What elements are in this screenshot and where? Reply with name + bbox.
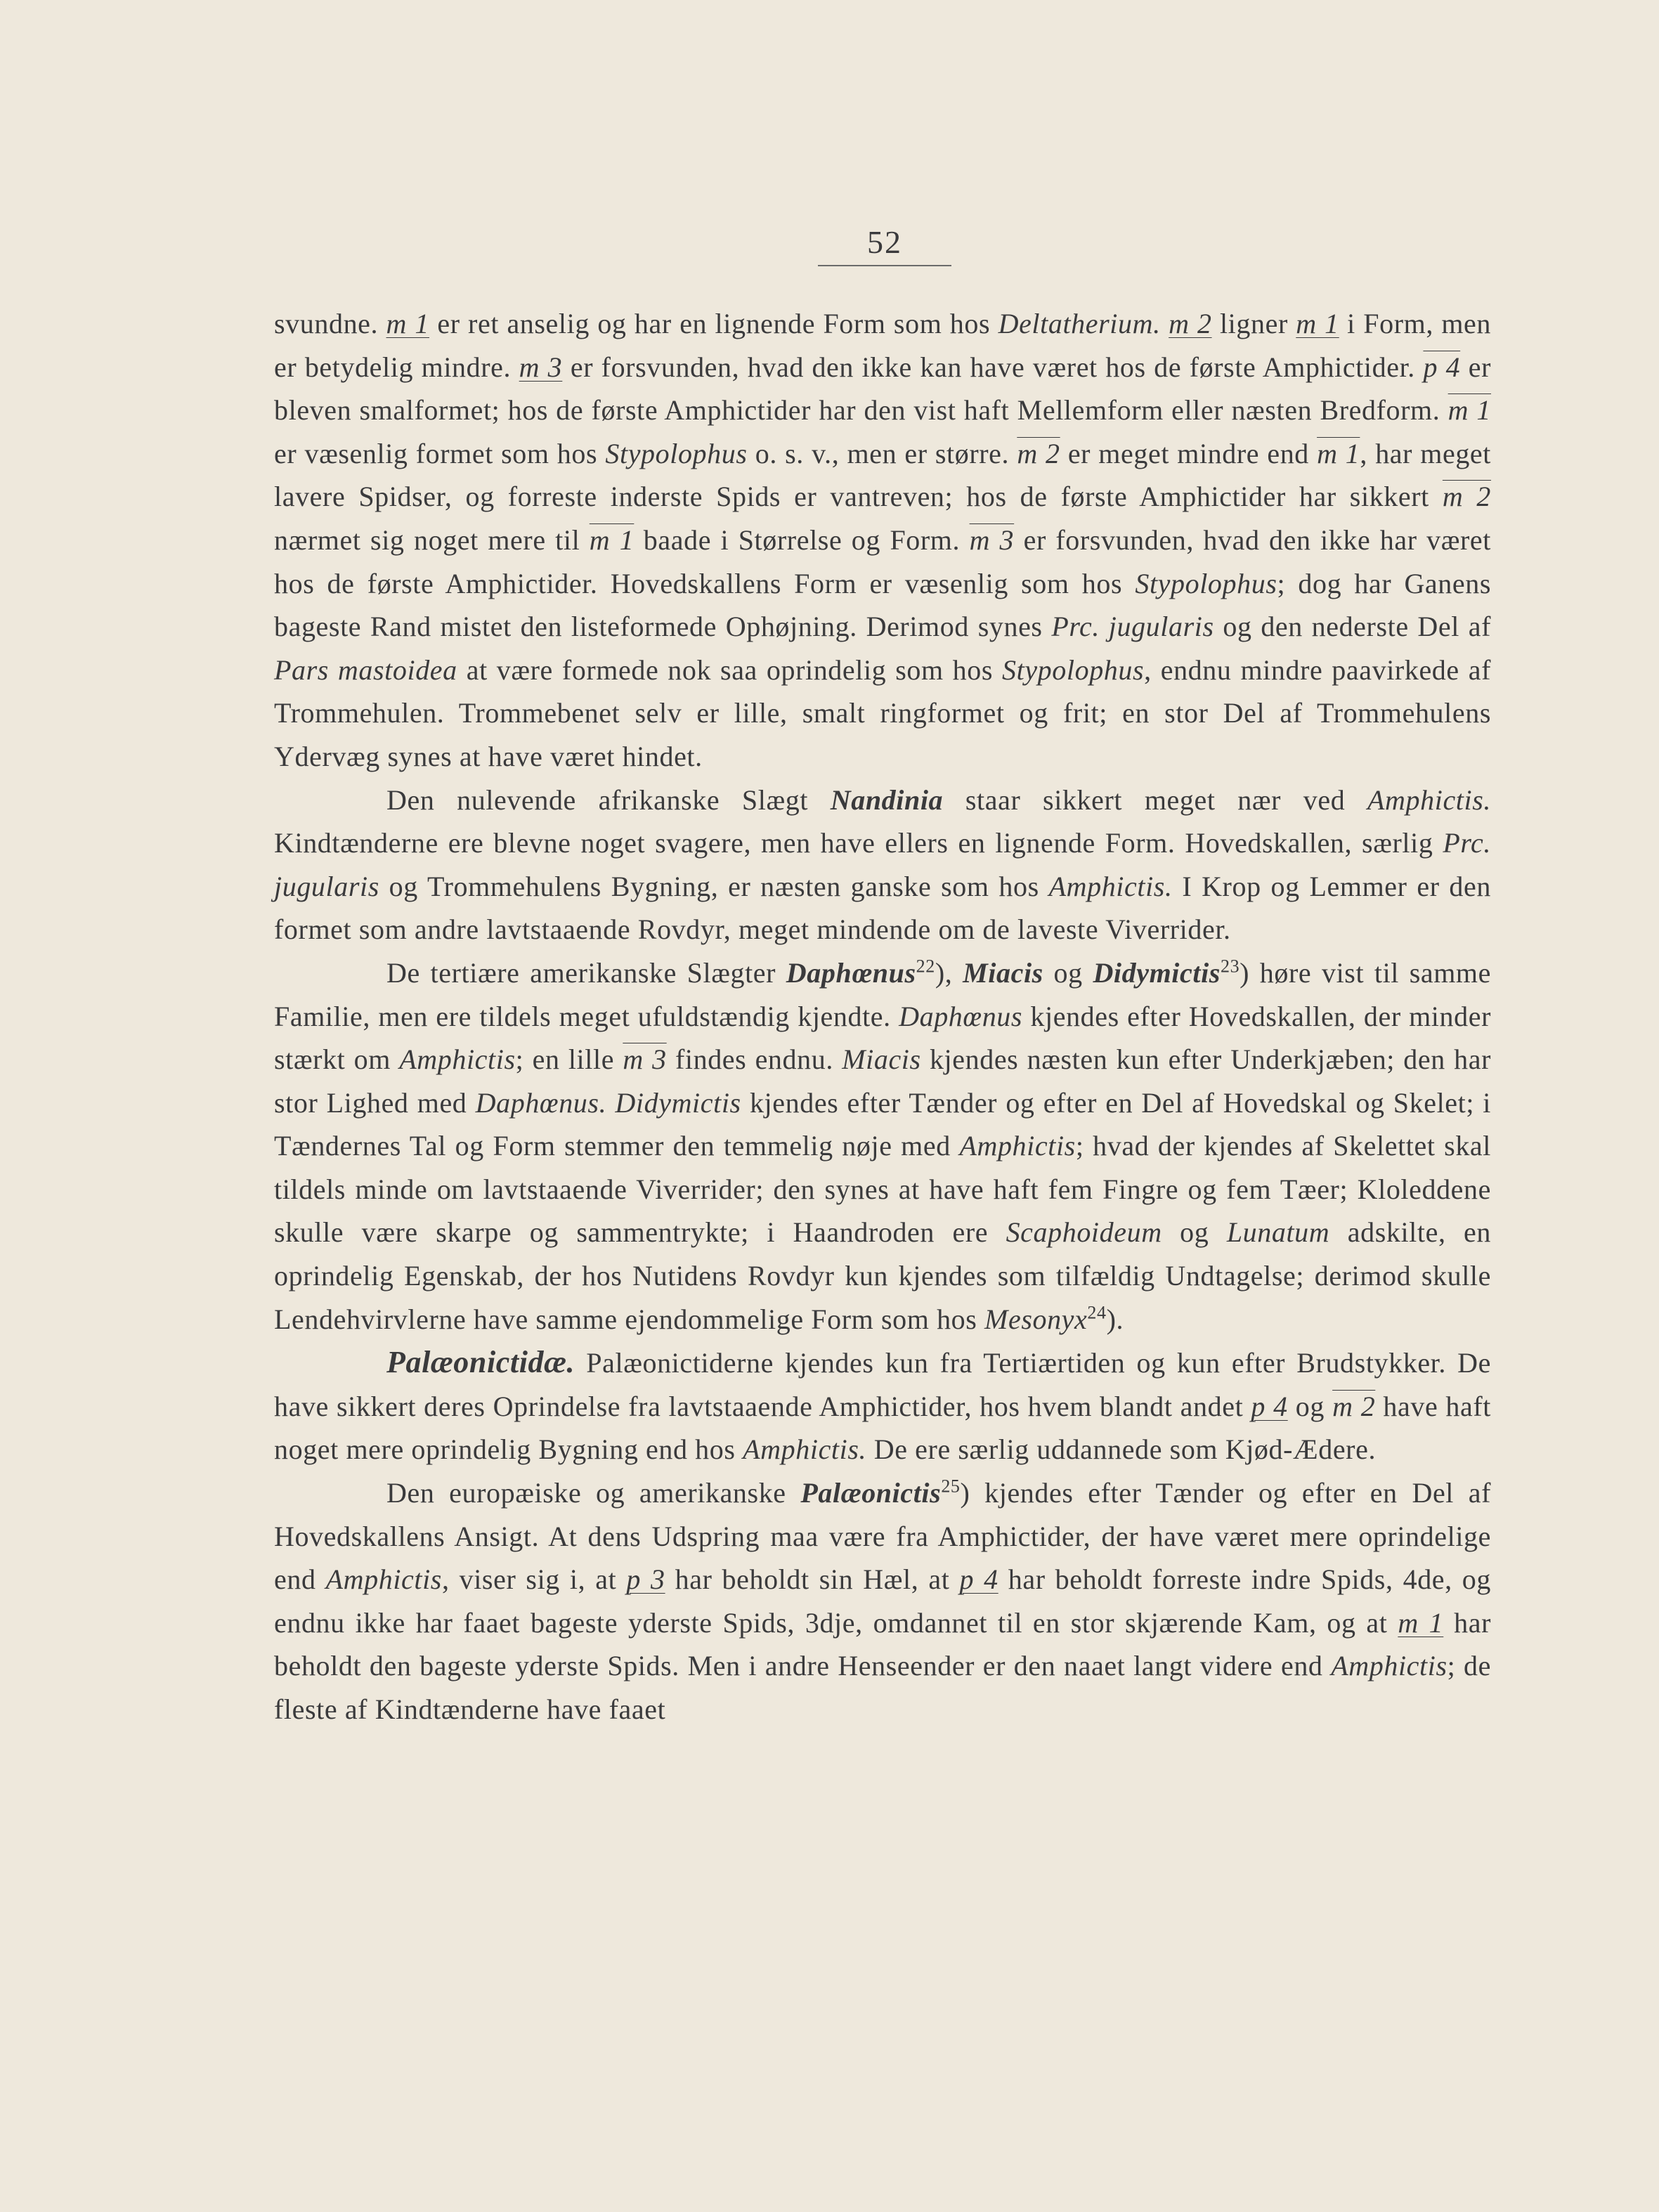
text-segment: ; dog har Ganens bageste Rand mistet den listeformede Ophøjning. Derimod synes <box>274 567 1492 643</box>
text-segment: Didymictis <box>1093 956 1221 989</box>
text-segment: Stypolophus <box>1135 567 1277 599</box>
text-segment: 24 <box>1087 1302 1107 1323</box>
text-segment: Stypolophus <box>1002 653 1145 686</box>
text-segment: De tertiære amerikanske Slægter <box>386 956 786 989</box>
text-segment: Palæonictiderne kjendes kun fra Tertiærtiden og kun efter Brudstykker. De have sikkert deres Oprindelse fra lavtstaaende Amphictider, hos hvem blandt andet <box>274 1347 1491 1422</box>
text-segment: ligner <box>1211 308 1296 339</box>
text-segment: Den europæiske og amerikanske <box>386 1477 801 1509</box>
text-body <box>274 302 1491 1731</box>
text-segment: og Trommehulens Bygning, er næsten ganske som hos <box>379 870 1049 902</box>
text-segment: svundne. <box>274 308 386 339</box>
text-segment: m 1 <box>386 308 429 339</box>
text-segment: er forsvunden, hvad den ikke har været hos de første Amphictider. Hovedskallens Form er væsenlig som hos <box>274 523 1491 599</box>
text-segment: Amphictis <box>325 1563 442 1596</box>
text-segment: Scaphoideum <box>1006 1216 1162 1249</box>
text-segment: Miacis <box>842 1043 921 1076</box>
text-segment: Amphictis <box>399 1043 516 1076</box>
text-segment: m 3 <box>519 351 563 383</box>
text-segment: p 4 <box>959 1563 998 1596</box>
text-segment: ; hvad der kjendes af Skelettet skal tildels minde om lavtstaaende Viverrider; den synes at have haft fem Fingre og fem Tæer; Kloleddene skulle være skarpe og sammentrykte; i Haandroden ere <box>274 1130 1491 1249</box>
text-segment: , endnu mindre paavirkede af Trommehulen. Trommebenet selv er lille, smalt ringformet og frit; en stor Del af Trommehulens Ydervæg synes at have været hindet. <box>274 653 1491 772</box>
text-segment: I Krop og Lemmer er den formet som andre lavtstaaende Rovdyr, meget mindende om de laveste Viverrider. <box>274 870 1491 946</box>
paragraph <box>274 302 1491 779</box>
text-segment: har beholdt sin Hæl, at <box>665 1563 960 1596</box>
text-segment: er forsvunden, hvad den ikke kan have været hos de første Amphictider. <box>562 351 1424 383</box>
text-segment: Amphictis. <box>1048 870 1173 902</box>
text-segment: ) høre vist til samme Familie, men ere tildels meget ufuldstændig kjendte. <box>274 956 1492 1032</box>
text-segment: ). <box>1106 1303 1124 1335</box>
text-segment: m 2 <box>1442 481 1492 513</box>
text-segment: m 1 <box>1398 1606 1444 1639</box>
text-segment: staar sikkert meget nær ved <box>943 783 1368 816</box>
text-segment: og den nederste Del af <box>1214 611 1491 643</box>
text-segment: De ere særlig uddannede som Kjød-Ædere. <box>866 1433 1377 1466</box>
text-segment: baade i Størrelse og Form. <box>634 523 970 556</box>
text-segment: er bleven smalformet; hos de første Amphictider har den vist haft Mellemform eller næsten Bredform. <box>274 351 1492 427</box>
text-segment: o. s. v., men er større. <box>747 437 1017 469</box>
text-segment: adskilte, en oprindelig Egenskab, der hos Nutidens Rovdyr kun kjendes som tilfældig Undtagelse; derimod skulle Lendehvirvlerne have samme ejendommelige Form som hos <box>274 1216 1491 1335</box>
text-segment: m 2 <box>1332 1390 1376 1422</box>
text-segment: har beholdt forreste indre Spids, 4de, og endnu ikke har faaet bageste yderste Spids, 3dje, omdannet til en stor skjærende Kam, og at <box>274 1563 1491 1639</box>
text-segment: ; de fleste af Kindtænderne have faaet <box>274 1650 1491 1725</box>
text-segment: Palæonictidæ. <box>386 1345 575 1380</box>
paragraph <box>274 1341 1491 1471</box>
text-segment: og <box>1287 1390 1333 1422</box>
text-segment: Amphictis. <box>743 1433 867 1466</box>
text-segment: Nandinia <box>830 783 944 816</box>
text-segment: Deltatherium. <box>998 308 1161 339</box>
text-segment: Prc. jugularis <box>274 827 1491 902</box>
paragraph <box>274 1471 1491 1731</box>
text-segment: ), <box>935 956 963 989</box>
text-segment: p 3 <box>626 1563 665 1596</box>
text-segment: 22 <box>916 956 935 977</box>
text-segment: , viser sig i, at <box>441 1563 627 1596</box>
text-segment: findes endnu. <box>666 1043 842 1076</box>
text-segment: Stypolophus <box>605 437 748 469</box>
text-segment: 25 <box>941 1476 961 1497</box>
text-segment: Daphœnus <box>786 956 916 989</box>
text-segment <box>606 1087 615 1119</box>
text-segment: Pars mastoidea <box>274 653 457 686</box>
text-segment: m 1 <box>1296 308 1339 339</box>
text-segment: , har meget lavere Spidser, og forreste inderste Spids er vantreven; hos de første Amphictider har sikkert <box>274 437 1492 513</box>
text-segment: at være formede nok saa oprindelig som hos <box>457 653 1003 686</box>
text-segment: Mesonyx <box>984 1303 1088 1335</box>
text-segment: m 1 <box>589 523 635 556</box>
text-segment: er væsenlig formet som hos <box>274 437 606 469</box>
text-segment: Prc. jugularis <box>1051 611 1214 643</box>
text-segment: m 3 <box>623 1043 667 1076</box>
text-segment: Amphictis <box>1331 1650 1447 1682</box>
text-segment: Amphictis. <box>1367 783 1491 816</box>
text-segment <box>1161 308 1169 339</box>
text-segment: kjendes efter Hovedskallen, der minder stærkt om <box>274 1000 1491 1076</box>
text-segment: nærmet sig noget mere til <box>274 523 590 556</box>
text-segment: m 3 <box>969 523 1015 556</box>
text-segment: Kindtænderne ere blevne noget svagere, men have ellers en lignende Form. Hovedskallen, særlig <box>274 827 1443 859</box>
text-segment: Daphœnus. <box>475 1086 607 1119</box>
text-segment: i Form, men er betydelig mindre. <box>274 308 1491 383</box>
paragraph <box>274 951 1491 1341</box>
text-segment: kjendes næsten kun efter Underkjæben; den har stor Lighed med <box>274 1043 1491 1119</box>
text-segment: Didymictis <box>615 1086 741 1119</box>
text-segment: og <box>1162 1216 1227 1249</box>
text-segment: Palæonictis <box>800 1477 942 1509</box>
text-segment: ) kjendes efter Tænder og efter en Del af Hovedskallens Ansigt. At dens Udspring maa være fra Amphictider, der have været mere oprindelige end <box>274 1477 1491 1596</box>
text-segment: p 4 <box>1251 1390 1288 1422</box>
text-segment: Miacis <box>963 956 1043 989</box>
page-number: 52 <box>818 223 951 266</box>
text-segment: 23 <box>1220 956 1240 977</box>
text-segment: m 2 <box>1169 308 1212 339</box>
text-segment: ; en lille <box>515 1043 623 1076</box>
text-segment: m 1 <box>1317 437 1360 469</box>
text-segment: Lunatum <box>1226 1216 1330 1249</box>
text-segment: har beholdt den bageste yderste Spids. Men i andre Henseender er den naaet langt videre end <box>274 1606 1491 1682</box>
text-segment: m 2 <box>1017 437 1060 469</box>
paragraph <box>274 779 1491 951</box>
text-segment: er ret anselig og har en lignende Form som hos <box>429 308 998 339</box>
text-segment: have haft noget mere oprindelig Bygning end hos <box>274 1390 1491 1466</box>
text-segment: Den nulevende afrikanske Slægt <box>386 783 831 816</box>
text-segment: Daphœnus <box>899 1000 1023 1032</box>
text-segment: kjendes efter Tænder og efter en Del af Hovedskal og Skelet; i Tændernes Tal og Form stemmer den temmelig nøje med <box>274 1086 1492 1162</box>
text-segment: p 4 <box>1423 351 1461 383</box>
text-segment: og <box>1043 956 1093 989</box>
text-segment: er meget mindre end <box>1060 437 1318 469</box>
text-segment: Amphictis <box>959 1130 1076 1162</box>
text-segment: m 1 <box>1447 394 1492 427</box>
